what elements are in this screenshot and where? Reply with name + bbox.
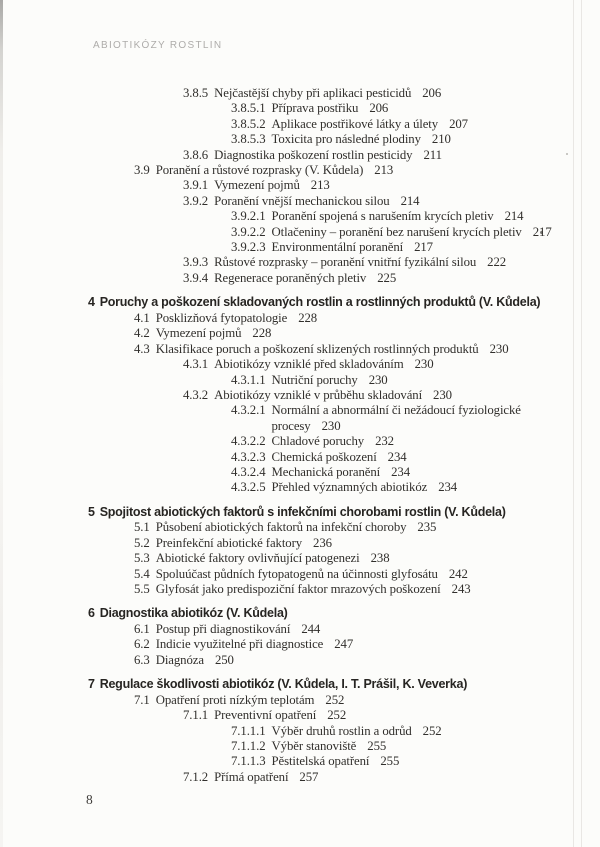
- toc-entry-body: [156, 693, 345, 708]
- toc-entry-row: [0, 86, 600, 101]
- toc-entry-body: [272, 480, 458, 495]
- toc-entry-number: 4.3.2.4: [231, 464, 266, 479]
- toc-entry-number: 5.2: [134, 535, 150, 550]
- toc-entry-body: [156, 582, 471, 597]
- toc-entry-page: 230: [368, 372, 388, 387]
- toc-entry-number: 3.9.4: [183, 270, 209, 285]
- toc-entry-row: [0, 148, 600, 163]
- toc-entry-number: 6: [88, 606, 95, 621]
- toc-entry-number: 3.9.3: [183, 255, 209, 270]
- toc-entry-page: 255: [367, 739, 387, 753]
- toc-chapter-row: [0, 677, 600, 693]
- toc-entry-title: Otlačeniny – poranění bez narušení krycích pletiv: [271, 224, 522, 239]
- toc-entry-page: 213: [310, 178, 330, 193]
- toc-entry-page: 214: [504, 209, 524, 224]
- toc-entry-title: Poranění vnější mechanickou silou: [214, 193, 390, 208]
- toc-entry-number: 4.1: [134, 310, 150, 325]
- toc-entry-body: [100, 606, 288, 622]
- toc-entry-number: 3.9.2: [183, 193, 209, 208]
- toc-entry-page: 234: [391, 464, 411, 479]
- toc-entry-number: 5: [88, 504, 95, 519]
- toc-entry-number: 7.1.1.3: [231, 754, 266, 769]
- toc-entry-page: 217: [532, 224, 552, 239]
- toc-entry-number: 7.1: [134, 692, 150, 707]
- toc-entry-title: Růstové rozprasky – poranění vnitřní fyzikální silou: [214, 255, 477, 270]
- toc-entry-row: [0, 434, 600, 449]
- toc-entry-row: [0, 163, 600, 178]
- page-number: 8: [86, 792, 93, 807]
- toc-entry-body: [272, 101, 389, 116]
- toc-entry-row: [0, 693, 600, 708]
- toc-entry-number: 4.3.2.1: [231, 403, 266, 418]
- toc-entry-number: 6.1: [134, 621, 150, 636]
- toc-entry-number: 3.9.2.1: [231, 209, 266, 224]
- toc-entry-number: 3.8.5.3: [231, 132, 266, 147]
- toc-entry-row: [0, 132, 600, 147]
- toc-entry-body: [272, 724, 442, 739]
- toc-entry-page: 257: [299, 769, 319, 784]
- toc-entry-row: [0, 178, 600, 193]
- toc-entry-row: [0, 117, 600, 132]
- toc-entry-number: 3.8.5.2: [231, 116, 266, 131]
- toc-entry-row: [0, 582, 600, 597]
- toc-entry-number: 4.3.2: [183, 387, 209, 402]
- toc-entry-row: [0, 342, 600, 357]
- toc-entry-number: 3.8.5: [183, 86, 209, 100]
- toc-entry-page: 247: [334, 637, 354, 652]
- running-header: ABIOTIKÓZY ROSTLIN: [93, 40, 223, 51]
- toc-entry-page: 255: [380, 754, 400, 769]
- toc-entry-body: [156, 551, 390, 566]
- toc-entry-row: [0, 101, 600, 116]
- toc-entry-number: 4.2: [134, 326, 150, 341]
- toc-entry-title: Spojitost abiotických faktorů s infekčními chorobami rostlin (V. Kůdela): [99, 504, 506, 519]
- toc-entry-title: Regenerace poraněných pletiv: [214, 270, 367, 285]
- toc-entry-body: [214, 178, 330, 193]
- toc-entry-number: 3.9.2.2: [231, 224, 266, 239]
- toc-entry-number: 4.3.1.1: [231, 372, 266, 387]
- toc-entry-body: [214, 86, 441, 101]
- toc-entry-row: [0, 536, 600, 551]
- toc-entry-row: [0, 770, 600, 785]
- toc-entry-page: 210: [431, 132, 451, 147]
- toc-entry-number: 7.1.2: [183, 769, 209, 784]
- toc-entry-title: Přímá opatření: [214, 769, 289, 784]
- toc-entry-page: 213: [374, 163, 394, 178]
- toc-entry-page: 230: [433, 387, 452, 402]
- toc-entry-title: Výběr stanoviště: [271, 739, 357, 753]
- toc-entry-title: Opatření proti nízkým teplotám: [155, 692, 315, 707]
- toc-entry-page: 252: [422, 723, 442, 738]
- toc-entry-title: Diagnóza: [155, 652, 204, 667]
- toc-entry-row: [0, 465, 600, 480]
- toc-entry-page: 234: [438, 480, 458, 495]
- toc-entry-row: [0, 209, 600, 224]
- toc-entry-body: [156, 536, 332, 551]
- toc-entry-title: Mechanická poranění: [271, 464, 381, 479]
- toc-entry-body: [100, 505, 506, 521]
- toc-entry-page: 252: [327, 708, 347, 723]
- toc-entry-body: [100, 295, 541, 311]
- toc-entry-row: [0, 255, 600, 270]
- toc-entry-number: 3.8.6: [183, 147, 209, 162]
- toc-entry-row: [0, 622, 600, 637]
- toc-entry-page: 207: [449, 116, 468, 131]
- toc-entry-number: 6.2: [134, 637, 150, 652]
- toc-entry-row: [0, 388, 600, 403]
- toc-entry-body: [214, 271, 396, 286]
- toc-entry-title: Příprava postřiku: [271, 101, 359, 116]
- toc-entry-body: [156, 653, 234, 668]
- toc-entry-title: Environmentální poranění: [271, 240, 404, 255]
- toc-entry-title: Posklizňová fytopatologie: [155, 310, 288, 325]
- toc-entry-number: 3.9.2.3: [231, 240, 266, 255]
- toc-entry-row: [0, 240, 600, 255]
- toc-entry-page: 217: [414, 240, 433, 255]
- toc-entry-title: Poranění a růstové rozprasky (V. Kůdela): [155, 163, 364, 178]
- toc-entry-title: Vymezení pojmů: [155, 326, 242, 341]
- toc-entry-row: [0, 326, 600, 341]
- toc-entry-title: Postup při diagnostikování: [155, 621, 291, 636]
- toc-entry-body: [156, 311, 317, 326]
- toc-entry-title: Chemická poškození: [271, 449, 377, 464]
- toc-entry-title: Poranění spojená s narušením krycích pletiv: [271, 209, 494, 224]
- toc-entry-page: 244: [301, 621, 321, 636]
- toc-entry-page: 252: [325, 692, 345, 707]
- toc-entry-number: 4.3.2.3: [231, 449, 266, 464]
- toc-chapter-row: [0, 295, 600, 311]
- toc-entry-number: 6.3: [134, 652, 150, 667]
- toc-entry-body: [272, 373, 388, 388]
- toc-entry-row: [0, 724, 600, 739]
- toc-entry-page: 211: [423, 147, 442, 162]
- toc-entry-page: 228: [252, 326, 272, 341]
- toc-entry-row: [0, 194, 600, 209]
- toc-entry-title: Aplikace postřikové látky a úlety: [271, 116, 439, 131]
- toc-entry-page: 235: [417, 520, 437, 535]
- toc-entry-title: Spoluúčast půdních fytopatogenů na účinnosti glyfosátu: [155, 566, 438, 581]
- toc-entry-title: Regulace škodlivosti abiotikóz (V. Kůdela, I. T. Prášil, K. Veverka): [99, 677, 468, 692]
- toc-entry-page: 232: [375, 434, 394, 449]
- toc-entry-page: 234: [387, 449, 407, 464]
- toc-entry-page: 214: [400, 193, 420, 208]
- toc-entry-body: [272, 117, 468, 132]
- toc-entry-title: Glyfosát jako predispoziční faktor mrazových poškození: [155, 581, 441, 596]
- toc-entry-title: Přehled významných abiotikóz: [271, 480, 428, 495]
- toc-entry-row: [0, 271, 600, 286]
- toc-entry-body: [156, 326, 272, 341]
- toc-entry-body: [156, 520, 437, 535]
- toc-entry-row: [0, 357, 600, 372]
- toc-entry-title: Preventivní opatření: [214, 708, 317, 723]
- toc-entry-number: 7.1.1.1: [231, 723, 266, 738]
- toc-entry-body: [156, 637, 353, 652]
- toc-entry-body: [156, 342, 509, 357]
- toc-entry-page: 228: [298, 310, 318, 325]
- toc-entry-title: Diagnostika poškození rostlin pesticidy: [214, 147, 413, 162]
- toc-entry-body: [272, 739, 387, 754]
- toc-entry-body: [272, 209, 524, 224]
- toc-entry-row: [0, 653, 600, 668]
- toc-entry-row: [0, 551, 600, 566]
- toc-entry-body: [214, 255, 506, 270]
- toc-entry-number: 3.9.1: [183, 178, 209, 193]
- table-of-contents: [0, 86, 600, 785]
- toc-entry-page: 238: [370, 551, 390, 566]
- toc-entry-row: [0, 739, 600, 754]
- toc-chapter-row: [0, 606, 600, 622]
- toc-entry-body: [272, 403, 521, 434]
- toc-entry-row: [0, 225, 600, 240]
- toc-entry-number: 5.4: [134, 566, 150, 581]
- toc-entry-number: 4.3: [134, 341, 150, 356]
- toc-entry-number: 3.9: [134, 163, 150, 178]
- toc-entry-body: [156, 163, 393, 178]
- toc-entry-title: Nejčastější chyby při aplikaci pesticidů: [214, 86, 412, 100]
- toc-entry-row: [0, 708, 600, 723]
- toc-entry-body: [272, 450, 407, 465]
- toc-entry-title: Abiotikózy vzniklé v průběhu skladování: [214, 387, 423, 402]
- toc-entry-title-continuation: procesy: [271, 418, 311, 433]
- toc-entry-page: 242: [448, 566, 468, 581]
- toc-entry-row: [0, 480, 600, 495]
- toc-entry-body: [100, 677, 467, 693]
- toc-entry-body: [156, 567, 468, 582]
- toc-entry-page: 230: [414, 357, 434, 372]
- toc-entry-title: Působení abiotických faktorů na infekční choroby: [155, 520, 407, 535]
- toc-entry-page: 236: [313, 535, 332, 550]
- toc-entry-title: Pěstitelská opatření: [271, 754, 370, 769]
- toc-entry-title: Chladové poruchy: [271, 434, 365, 449]
- toc-entry-title: Klasifikace poruch a poškození sklizených rostlinných produktů: [155, 341, 479, 356]
- toc-entry-number: 4.3.2.2: [231, 434, 266, 449]
- toc-chapter-row: [0, 505, 600, 521]
- toc-entry-row: [0, 311, 600, 326]
- toc-entry-page: 243: [451, 581, 471, 596]
- toc-entry-title: Indicie využitelné při diagnostice: [155, 637, 324, 652]
- toc-entry-body: [272, 132, 451, 147]
- toc-entry-body: [156, 622, 321, 637]
- toc-entry-number: 4.3.2.5: [231, 480, 266, 495]
- toc-entry-title: Toxicita pro následné plodiny: [271, 132, 421, 147]
- toc-entry-body: [272, 754, 400, 769]
- toc-entry-title: Nutriční poruchy: [271, 372, 358, 387]
- toc-entry-number: 5.3: [134, 551, 150, 566]
- toc-entry-page: 225: [377, 270, 397, 285]
- toc-entry-page: 230: [321, 418, 341, 433]
- toc-entry-row: [0, 754, 600, 769]
- toc-entry-number: 7: [88, 677, 95, 692]
- toc-entry-body: [272, 225, 552, 240]
- toc-entry-body: [272, 434, 394, 449]
- toc-entry-page: 206: [369, 101, 389, 116]
- toc-entry-page: 206: [422, 86, 442, 100]
- toc-entry-body: [214, 148, 442, 163]
- toc-entry-body: [214, 357, 433, 372]
- toc-entry-title: Preinfekční abiotické faktory: [155, 535, 303, 550]
- toc-entry-number: 4: [88, 295, 95, 310]
- toc-entry-number: 7.1.1: [183, 708, 209, 723]
- toc-entry-row: [0, 373, 600, 388]
- toc-entry-row: [0, 637, 600, 652]
- toc-entry-body: [272, 240, 433, 255]
- toc-entry-title: Diagnostika abiotikóz (V. Kůdela): [99, 606, 288, 621]
- toc-entry-row: [0, 450, 600, 465]
- toc-entry-number: 5.1: [134, 520, 150, 535]
- toc-entry-title: Abiotické faktory ovlivňující patogenezi: [155, 551, 360, 566]
- toc-entry-number: 4.3.1: [183, 357, 209, 372]
- toc-entry-body: [214, 194, 419, 209]
- toc-entry-title: Výběr druhů rostlin a odrůd: [271, 723, 412, 738]
- toc-entry-title: Poruchy a poškození skladovaných rostlin a rostlinných produktů (V. Kůdela): [99, 295, 541, 310]
- toc-entry-row: [0, 567, 600, 582]
- toc-entry-body: [272, 465, 411, 480]
- toc-entry-title: Vymezení pojmů: [214, 178, 300, 193]
- toc-entry-body: [214, 388, 452, 403]
- toc-entry-page: 250: [214, 652, 234, 667]
- toc-entry-page: 230: [489, 341, 509, 356]
- toc-entry-body: [214, 708, 346, 723]
- toc-entry-number: 7.1.1.2: [231, 739, 266, 753]
- toc-entry-title: Normální a abnormální či nežádoucí fyziologické: [271, 403, 521, 418]
- toc-entry-row: [0, 403, 600, 434]
- toc-entry-number: 5.5: [134, 581, 150, 596]
- toc-entry-page: 222: [487, 255, 507, 270]
- toc-entry-body: [214, 770, 318, 785]
- toc-entry-row: [0, 520, 600, 535]
- toc-entry-number: 3.8.5.1: [231, 101, 266, 116]
- toc-entry-title: Abiotikózy vzniklé před skladováním: [214, 357, 404, 372]
